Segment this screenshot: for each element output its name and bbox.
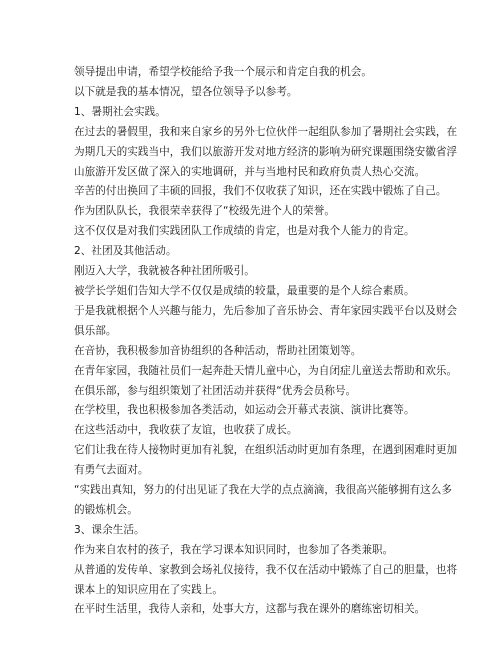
text-line: 俱乐部。 [74, 324, 117, 337]
text-line: 以下就是我的基本情况，望各位领导予以参考。 [74, 85, 298, 98]
document-page [74, 63, 458, 620]
paragraph-practice-quote [74, 481, 453, 521]
paragraph-rewards [74, 182, 447, 202]
text-line: 山旅游开发区做了深入的实地调研，并与当地村民和政府负责人热心交流。 [74, 165, 426, 178]
text-line: 在平时生活里，我待人亲和，处事大方，这都与我在课外的磨练密切相关。 [74, 603, 426, 616]
text-line: 在音协，我积极参加音协组织的各种活动，帮助社团策划等。 [74, 344, 362, 357]
text-line: 从普通的发传单、家教到会场礼仪接待，我不仅在活动中锻炼了自己的胆量，也将 [74, 563, 458, 576]
section-heading-summer-practice [74, 103, 444, 123]
text-line: 1、暑期社会实践。 [74, 105, 166, 118]
paragraph-senior-advice [74, 282, 444, 302]
paragraph-daily-life [74, 600, 444, 620]
text-line: 有勇气去面对。 [74, 464, 149, 477]
text-line: 在俱乐部，参与组织策划了社团活动并获得“优秀会员称号。 [74, 384, 357, 397]
text-line: 2、社团及其他活动。 [74, 245, 177, 258]
text-line: 领导提出申请，希望学校能给予我一个展示和肯定自我的机会。 [74, 66, 373, 78]
paragraph-school-activities [74, 401, 444, 421]
section-heading-clubs [74, 242, 444, 262]
text-line: 的锻炼机会。 [74, 503, 138, 516]
text-line: 在学校里，我也积极参加各类活动，如运动会开幕式表演、演讲比赛等。 [74, 404, 415, 417]
paragraph-affirmation [74, 222, 444, 242]
text-line: 这不仅仅是对我们实践团队工作成绩的肯定，也是对我个人能力的肯定。 [74, 225, 415, 238]
text-line: 3、课余生活。 [74, 523, 145, 536]
paragraph-part-time-jobs [74, 541, 444, 561]
text-line: 在过去的暑假里，我和来自家乡的另外七位伙伴一起组队参加了暑期社会实践，在 [74, 125, 458, 138]
paragraph-summer-practice [74, 123, 458, 183]
paragraph-finance-club [74, 382, 444, 402]
paragraph-intro [74, 83, 444, 103]
paragraph-club-attraction [74, 262, 444, 282]
paragraph-growth [74, 421, 444, 441]
text-line: 为期几天的实践当中，我们以旅游开发对地方经济的影响为研究课题围绕安徽省浮 [74, 145, 458, 158]
text-line: 在青年家园，我随社员们一起奔赴天情儿童中心，为自闭症儿童送去帮助和欢乐。 [74, 364, 458, 377]
text-line: 辛苦的付出换回了丰硕的回报，我们不仅收获了知识，还在实践中锻炼了自己。 [74, 185, 447, 198]
paragraph-manners [74, 441, 458, 481]
text-line: 被学长学姐们告知大学不仅仅是成绩的较量，最重要的是个人综合素质。 [74, 284, 415, 297]
paragraph-youth-home [74, 362, 458, 382]
text-line: 在这些活动中，我收获了友谊，也收获了成长。 [74, 424, 298, 437]
text-line: 课本上的知识应用在了实践上。 [74, 583, 224, 596]
text-line: 刚迈入大学，我就被各种社团所吸引。 [74, 265, 255, 278]
paragraph-music-club [74, 342, 444, 362]
text-line: “实践出真知，努力的付出见证了我在大学的点点滴滴，我很高兴能够拥有这么多 [74, 484, 453, 497]
paragraph-job-experience [74, 561, 458, 601]
text-line: 作为团队队长，我很荣幸获得了“校级先进个人的荣誉。 [74, 205, 335, 218]
paragraph-team-leader [74, 202, 444, 222]
section-heading-extracurricular [74, 521, 444, 541]
text-line: 它们让我在待人接物时更加有礼貌，在组织活动时更加有条理，在遇到困难时更加 [74, 444, 458, 457]
text-line: 作为来自农村的孩子，我在学习课本知识同时，也参加了各类兼职。 [74, 543, 394, 556]
paragraph-clubs-joined [74, 302, 458, 342]
paragraph-application-request [74, 63, 444, 83]
text-line: 于是我就根据个人兴趣与能力，先后参加了音乐协会、青年家园实践平台以及财会 [74, 304, 458, 317]
